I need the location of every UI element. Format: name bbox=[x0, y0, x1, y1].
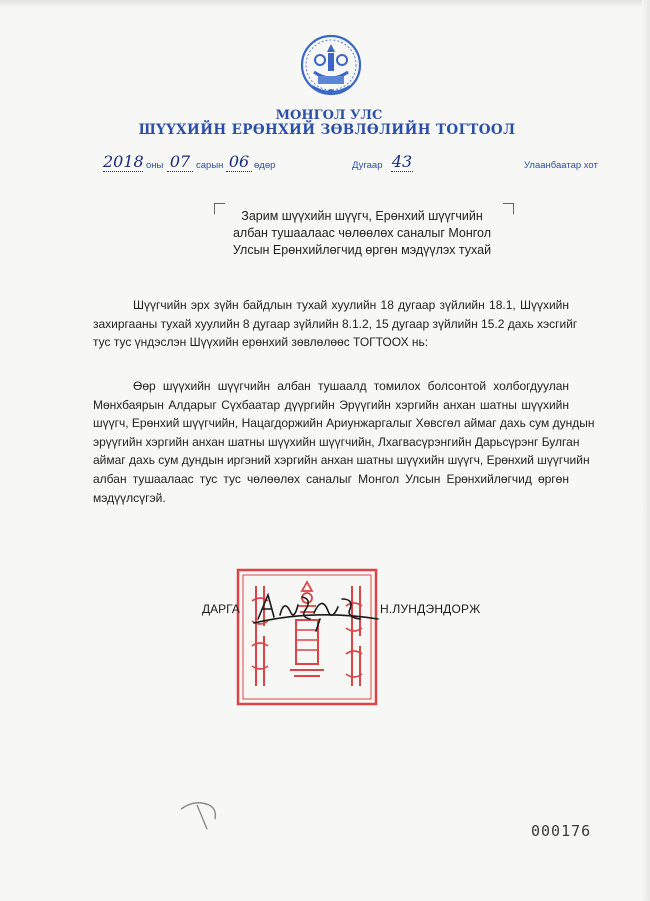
text-line: аймаг дахь сум дундын иргэний хэргийн анхан шатны шүүхийн шүүгч, Ерөнхий шүүгчийн bbox=[93, 453, 590, 468]
pencil-mark bbox=[175, 795, 225, 835]
date-month: 07 bbox=[167, 152, 193, 172]
city-label: Улаанбаатар хот bbox=[524, 160, 598, 171]
subject-line: Зарим шүүхийн шүүгч, Ерөнхий шүүгчийн bbox=[241, 209, 483, 223]
text-line: шүүгч, Ерөнхий шүүгчийн, Нацагдоржийн Ариунжаргалыг Хөвсгөл аймаг дахь сум дундын bbox=[93, 416, 595, 431]
date-year-label: оны bbox=[146, 160, 164, 171]
handwritten-signature bbox=[250, 585, 382, 633]
page-shadow-top bbox=[0, 0, 650, 8]
document-subject bbox=[220, 208, 504, 259]
number-label: Дугаар bbox=[352, 160, 383, 171]
state-emblem-icon bbox=[300, 34, 362, 100]
text-line: Шүүгчийн эрх зүйн байдлын тухай хуулийн 18 дугаар зүйлийн 18.1, Шүүхийн bbox=[133, 298, 569, 312]
text-line: захиргааны тухай хуулийн 8 дугаар зүйлийн 8.1.2, 15 дугаар зүйлийн 15.2 дахь хэсгийг bbox=[93, 316, 578, 331]
text-line: мэдүүлсүгэй. bbox=[93, 490, 166, 505]
document-type-title: ШҮҮХИЙН ЕРӨНХИЙ ЗӨВЛӨЛИЙН ТОГТООЛ bbox=[138, 122, 516, 138]
preamble-paragraph bbox=[93, 296, 578, 352]
date-day-label: өдөр bbox=[254, 160, 276, 171]
text-line: эрүүгийн хэргийн анхан шатны шүүхийн шүүгчийн, Лхагвасүрэнгийн Дарьсүрэнг Булган bbox=[93, 434, 580, 449]
signatory-name: Н.ЛУНДЭНДОРЖ bbox=[380, 602, 481, 616]
document-number: 43 bbox=[391, 152, 413, 171]
subject-bracket-right bbox=[503, 203, 514, 214]
text-line: тус тус үндэслэн Шүүхийн ерөнхий зөвлөлөөс ТОГТООХ нь: bbox=[93, 335, 429, 350]
document-meta-row bbox=[0, 150, 650, 180]
text-line: албан тушаалаас тус тус чөлөөлөх саналыг Монгол Улсын Ерөнхийлөгчид өргөн bbox=[93, 471, 569, 486]
date-year: 2018 bbox=[103, 152, 144, 171]
subject-line: албан тушаалаас чөлөөлөх саналыг Монгол bbox=[232, 226, 492, 240]
date-day: 06 bbox=[226, 152, 252, 172]
text-line: Мөнхбаярын Алдарыг Сүхбаатар дүүргийн Эрүүгийн хэргийн анхан шатны шүүхийн bbox=[93, 397, 569, 412]
subject-line: Улсын Ерөнхийлөгчид өргөн мэдүүлэх тухай bbox=[232, 243, 492, 257]
org-name-country: МОНГОЛ УЛС bbox=[275, 108, 383, 123]
serial-number: 000176 bbox=[531, 822, 592, 840]
signatory-title: ДАРГА bbox=[202, 602, 240, 616]
resolution-paragraph bbox=[93, 377, 595, 507]
date-month-label: сарын bbox=[196, 160, 224, 171]
text-line: Өөр шүүхийн шүүгчийн албан тушаалд томилох болсонтой холбогдуулан bbox=[133, 379, 569, 393]
